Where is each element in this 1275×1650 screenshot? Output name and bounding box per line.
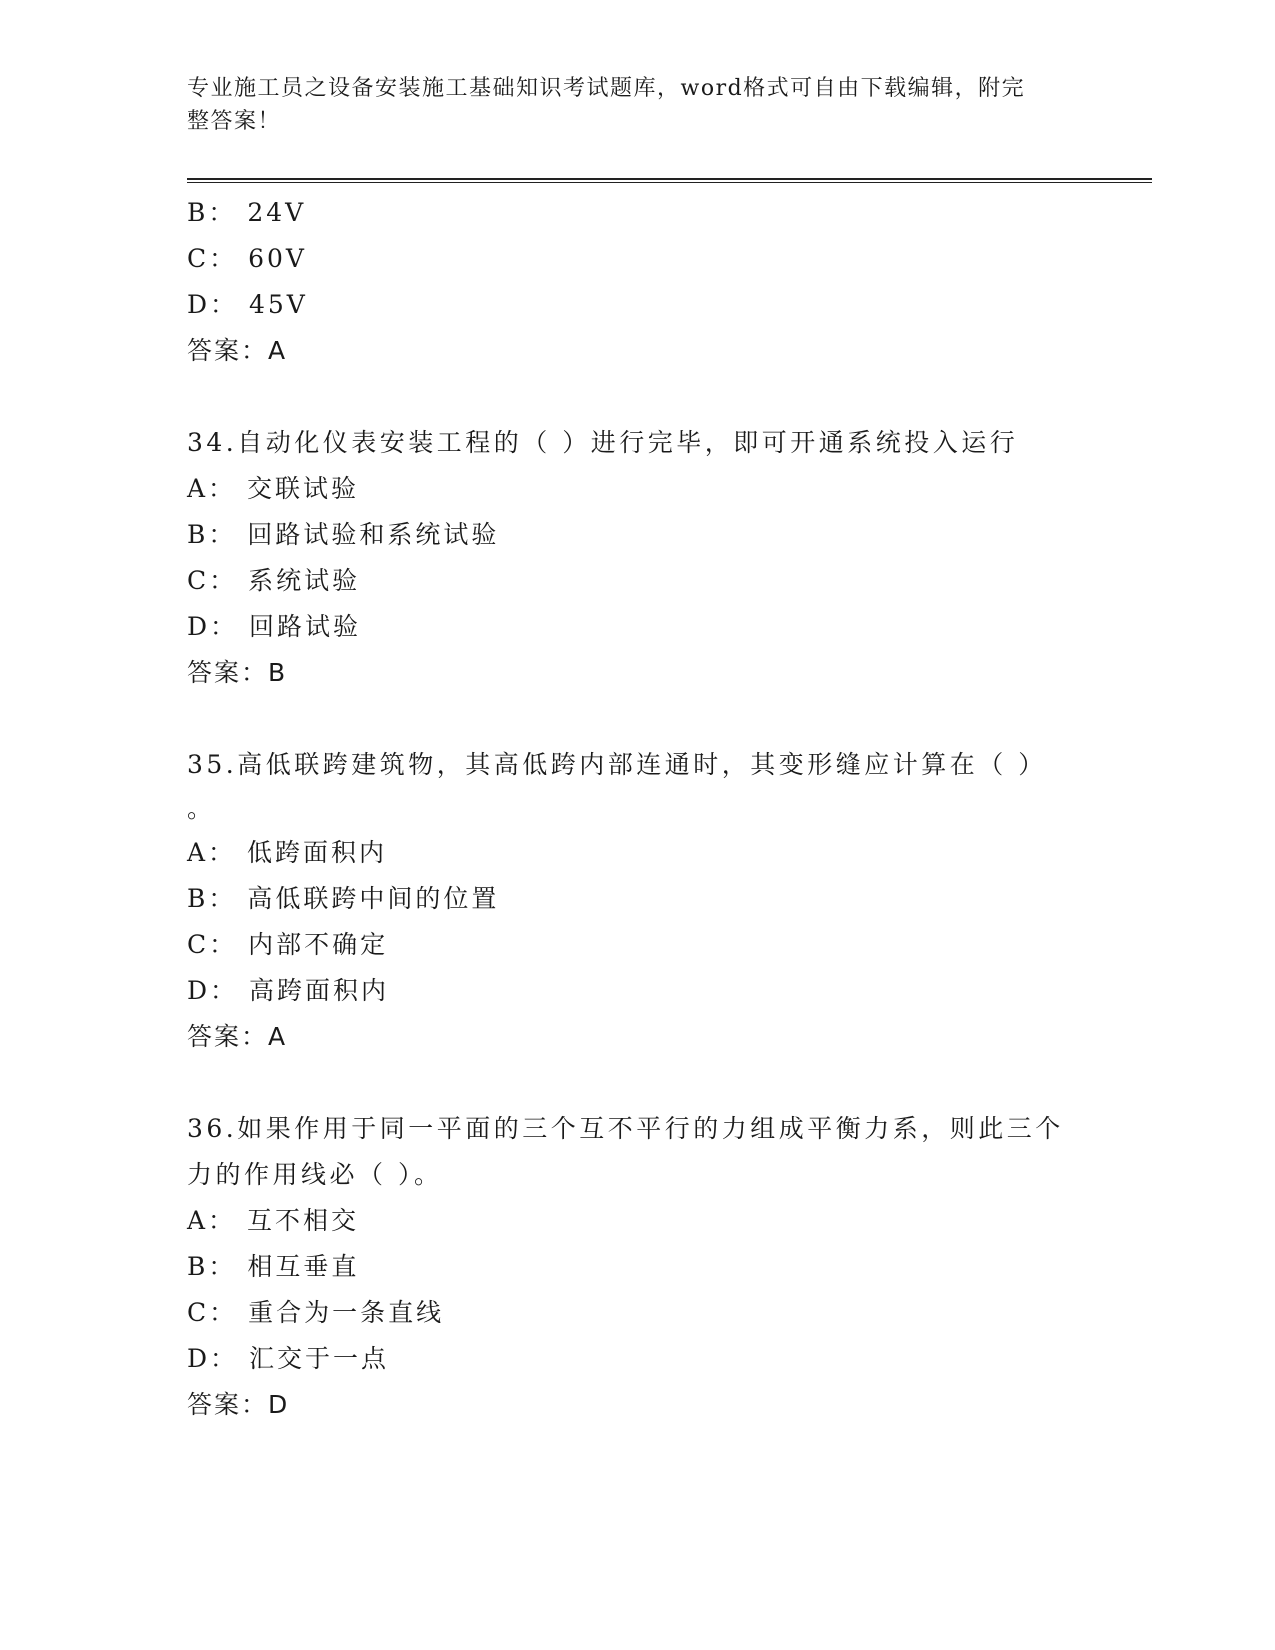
option-b: B： 24V: [187, 198, 307, 227]
question-stem-continued: 力的作用线必（ ）。: [187, 1160, 443, 1189]
header-divider: [187, 178, 1152, 183]
page-header: [187, 72, 1067, 138]
question-stem: 35.高低联跨建筑物，其高低跨内部连通时，其变形缝应计算在（ ）: [187, 750, 1047, 779]
answer-line: 答案：D: [187, 1390, 290, 1419]
option-a: A： 互不相交: [187, 1206, 360, 1235]
question-block-35: [187, 742, 1152, 1060]
option-c: C： 系统试验: [187, 566, 361, 595]
question-stem-continued: 。: [187, 794, 216, 823]
option-d: D： 汇交于一点: [187, 1344, 390, 1373]
question-block-36: [187, 1106, 1152, 1428]
question-block-prev: [187, 190, 1152, 374]
option-d: D： 高跨面积内: [187, 976, 390, 1005]
answer-line: 答案：B: [187, 658, 288, 687]
option-c: C： 内部不确定: [187, 930, 389, 959]
option-b: B： 回路试验和系统试验: [187, 520, 500, 549]
option-c: C： 60V: [187, 244, 307, 273]
option-a: A： 低跨面积内: [187, 838, 388, 867]
option-c: C： 重合为一条直线: [187, 1298, 445, 1327]
option-a: A： 交联试验: [187, 474, 360, 503]
header-title-line-2: 整答案！: [187, 109, 282, 134]
answer-line: 答案：A: [187, 1022, 288, 1051]
question-block-34: [187, 420, 1152, 696]
option-b: B： 高低联跨中间的位置: [187, 884, 500, 913]
question-list: [187, 190, 1152, 1428]
question-stem: 34.自动化仪表安装工程的（ ）进行完毕，即可开通系统投入运行: [187, 428, 1019, 457]
header-title-line-1: 专业施工员之设备安装施工基础知识考试题库，word格式可自由下载编辑，附完: [187, 76, 1026, 101]
option-d: D： 回路试验: [187, 612, 362, 641]
option-b: B： 相互垂直: [187, 1252, 360, 1281]
question-stem: 36.如果作用于同一平面的三个互不平行的力组成平衡力系，则此三个: [187, 1114, 1064, 1143]
option-d: D： 45V: [187, 290, 308, 319]
answer-line: 答案：A: [187, 336, 288, 365]
